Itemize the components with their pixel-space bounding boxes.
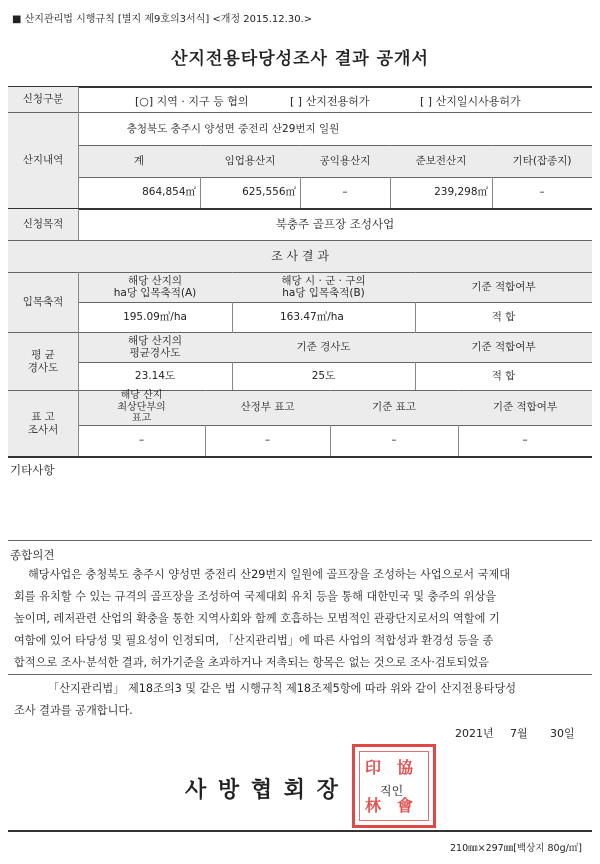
paper-spec: 210㎜×297㎜[백상지 80g/㎡]	[450, 843, 583, 854]
purpose-value: 북충주 골프장 조성사업	[275, 216, 395, 231]
elevation-label: 표 고 조사서	[27, 411, 59, 436]
value-other: –	[539, 186, 545, 199]
elevation-header-compliance: 기준 적합여부	[492, 401, 558, 414]
opinion-line: 높이며, 레저관련 산업의 확충을 통한 지역사회와 함께 호흡하는 모범적인 관광단지로서의 역할에 기	[14, 612, 500, 625]
opinion-line: 해당사업은 충청북도 충주시 양성면 중전리 산29번지 일원에 골프장을 조성하는 사업으로서 국제대	[28, 568, 511, 581]
site-address: 충청북도 충주시 양성면 중전리 산29번지 일원	[126, 122, 340, 135]
col-forestry: 임업용산지	[224, 154, 276, 167]
other-notes-label: 기타사항	[10, 463, 55, 477]
slope-label: 평 균 경사도	[27, 349, 59, 374]
application-type-label: 신청구분	[22, 93, 64, 106]
option-temporary-use-permit: [ ] 산지일시사용허가	[420, 95, 521, 108]
stock-header-site: 해당 산지의 ha당 입목축적(A)	[113, 274, 197, 299]
stock-value-region: 163.47㎥/ha	[280, 310, 344, 323]
purpose-label: 신청목적	[22, 218, 64, 231]
opinion-line: 회를 유치할 수 있는 규격의 골프장을 조성하여 국제대회 유치 등을 통해 대한민국 및 충주의 위상을	[14, 590, 497, 603]
elevation-value-compliance: –	[522, 434, 528, 447]
date-year: 2021년	[455, 727, 494, 740]
value-semi-conservation: 239,298㎡	[434, 186, 488, 199]
opinion-label: 종합의견	[10, 548, 55, 562]
elevation-value-top: –	[138, 434, 145, 447]
slope-value-standard: 25도	[311, 369, 336, 382]
form-header: ■ 산지관리법 시행규칙 [별지 제9호의3서식] <개정 2015.12.30.>	[12, 14, 313, 25]
date-day: 30일	[550, 727, 575, 740]
elevation-header-standard: 기준 표고	[372, 401, 416, 414]
document-title: 산지전용타당성조사 결과 공개서	[171, 49, 429, 69]
result-section-title: 조 사 결 과	[271, 248, 329, 263]
value-total: 864,854㎡	[142, 186, 196, 199]
seal-label: 직인	[380, 784, 404, 798]
elevation-header-summit: 산정부 표고	[240, 401, 295, 414]
date-month: 7월	[510, 727, 528, 740]
official-seal-icon: 印 協 林 會	[352, 744, 436, 828]
forest-details-label: 산지내역	[22, 154, 64, 167]
stock-value-compliance: 적 합	[491, 310, 516, 323]
col-other: 기타(잡종지)	[512, 154, 572, 167]
col-semi-conservation: 준보전산지	[415, 154, 467, 167]
slope-header-site: 해당 산지의 평균경사도	[127, 334, 183, 359]
elevation-value-summit: –	[264, 434, 271, 447]
slope-header-compliance: 기준 적합여부	[471, 340, 536, 353]
stock-header-compliance: 기준 적합여부	[471, 280, 536, 293]
stock-label: 입목축적	[22, 296, 64, 309]
stock-value-site: 195.09㎥/ha	[123, 310, 187, 323]
stock-header-region: 해당 시 · 군 · 구의 ha당 입목축적(B)	[281, 274, 366, 299]
option-conversion-permit: [ ] 산지전용허가	[290, 95, 370, 108]
opinion-line: 여함에 있어 타당성 및 필요성이 인정되며, 「산지관리법」에 따른 사업의 적합성과 환경성 등을 종	[14, 634, 494, 647]
notice-line: 조사 결과를 공개합니다.	[14, 704, 133, 717]
slope-value-site: 23.14도	[134, 369, 176, 382]
opinion-line: 합적으로 조사·분석한 결과, 허가기준을 초과하거나 저촉되는 항목은 없는 것으로 조사·검토되었음	[14, 656, 489, 669]
value-public: –	[342, 186, 348, 199]
slope-value-compliance: 적 합	[491, 369, 516, 382]
notice-line: 「산지관리법」 제18조의3 및 같은 법 시행규칙 제18조제5항에 따라 위와 같이 산지전용타당성	[48, 682, 517, 695]
col-total: 계	[133, 154, 145, 167]
signer-title: 사 방 협 회 장	[185, 778, 340, 803]
value-forestry: 625,556㎡	[242, 186, 296, 199]
slope-header-standard: 기준 경사도	[296, 340, 351, 353]
elevation-value-standard: –	[391, 434, 397, 447]
col-public: 공익용산지	[319, 154, 371, 167]
elevation-header-top: 해당 산지 최상단부의 표고	[117, 390, 166, 425]
option-consultation: [○] 지역 · 지구 등 협의	[135, 95, 249, 108]
